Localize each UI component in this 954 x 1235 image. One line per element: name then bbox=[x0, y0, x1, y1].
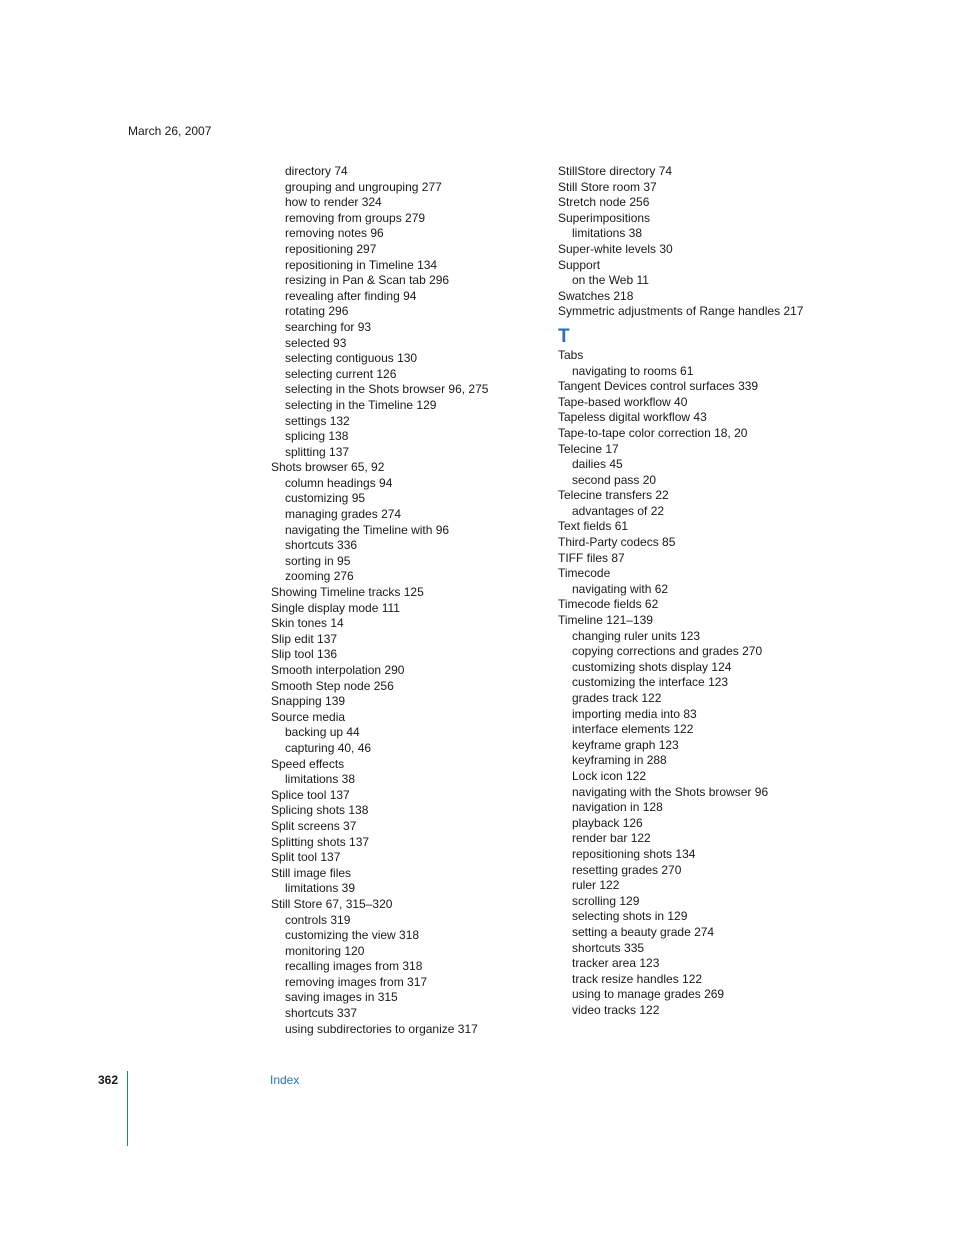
index-column-right bbox=[558, 164, 848, 1018]
index-subentry: how to render 324 bbox=[285, 195, 382, 210]
index-entry: Still Store 67, 315–320 bbox=[271, 896, 393, 911]
index-entry: Slip edit 137 bbox=[271, 631, 338, 646]
index-subentry: navigation in 128 bbox=[572, 800, 663, 815]
index-entry: Telecine 17 bbox=[558, 441, 619, 456]
index-entry: Smooth interpolation 290 bbox=[271, 663, 405, 677]
index-subentry: removing images from 317 bbox=[285, 974, 428, 989]
index-subentry: video tracks 122 bbox=[572, 1002, 660, 1017]
index-subentry: searching for 93 bbox=[285, 319, 372, 334]
index-entry: Still Store room 37 bbox=[558, 179, 657, 194]
index-subentry: using to manage grades 269 bbox=[572, 987, 725, 1002]
header-date: March 26, 2007 bbox=[128, 124, 212, 138]
index-subentry: grades track 122 bbox=[572, 691, 662, 705]
index-entry: Telecine transfers 22 bbox=[558, 488, 669, 503]
index-subentry: selecting current 126 bbox=[285, 366, 397, 381]
index-entry: Third-Party codecs 85 bbox=[558, 535, 676, 550]
index-subentry: managing grades 274 bbox=[285, 507, 402, 522]
index-subentry: limitations 38 bbox=[572, 226, 643, 241]
index-entry: Splice tool 137 bbox=[271, 787, 350, 802]
index-letter-heading: T bbox=[558, 325, 570, 347]
index-subentry: customizing 95 bbox=[285, 491, 366, 506]
index-column-left bbox=[271, 164, 531, 1037]
index-subentry: ruler 122 bbox=[572, 878, 620, 893]
index-subentry: resizing in Pan & Scan tab 296 bbox=[285, 273, 450, 288]
index-subentry: removing notes 96 bbox=[285, 226, 384, 241]
index-subentry: shortcuts 335 bbox=[572, 940, 645, 955]
index-subentry: revealing after finding 94 bbox=[285, 288, 417, 303]
index-subentry: resetting grades 270 bbox=[572, 862, 682, 877]
index-subentry: tracker area 123 bbox=[572, 956, 660, 971]
index-subentry: selecting in the Shots browser 96, 275 bbox=[285, 382, 489, 397]
index-entry: Tape-to-tape color correction 18, 20 bbox=[558, 425, 748, 440]
index-subentry: repositioning shots 134 bbox=[572, 846, 696, 861]
index-subentry: capturing 40, 46 bbox=[285, 740, 372, 755]
index-entry: Single display mode 111 bbox=[271, 600, 400, 615]
index-entry: Speed effects bbox=[271, 756, 345, 771]
index-entry: Tape-based workflow 40 bbox=[558, 394, 688, 409]
index-entry: Tabs bbox=[558, 347, 584, 362]
index-subentry: setting a beauty grade 274 bbox=[572, 924, 715, 939]
index-subentry: customizing the interface 123 bbox=[572, 675, 729, 690]
index-subentry: dailies 45 bbox=[572, 457, 623, 472]
index-subentry: track resize handles 122 bbox=[572, 971, 703, 986]
index-subentry: on the Web 11 bbox=[572, 273, 649, 288]
index-entry: Text fields 61 bbox=[558, 519, 629, 534]
index-entry: Support bbox=[558, 257, 601, 272]
index-subentry: shortcuts 337 bbox=[285, 1006, 358, 1021]
index-subentry: importing media into 83 bbox=[572, 706, 697, 721]
index-subentry: monitoring 120 bbox=[285, 943, 365, 958]
index-subentry: second pass 20 bbox=[572, 472, 657, 487]
index-entry: Symmetric adjustments of Range handles 217 bbox=[558, 304, 804, 319]
index-entry: Timeline 121–139 bbox=[558, 613, 653, 628]
index-entry: Slip tool 136 bbox=[271, 647, 338, 662]
index-entry: Super-white levels 30 bbox=[558, 241, 673, 256]
index-entry: Swatches 218 bbox=[558, 288, 634, 303]
index-subentry: repositioning in Timeline 134 bbox=[285, 257, 438, 272]
index-subentry: repositioning 297 bbox=[285, 241, 377, 256]
index-subentry: selected 93 bbox=[285, 335, 347, 350]
index-subentry: render bar 122 bbox=[572, 831, 651, 846]
footer-section-title: Index bbox=[270, 1073, 300, 1087]
index-subentry: removing from groups 279 bbox=[285, 210, 426, 225]
index-entry: Timecode fields 62 bbox=[558, 597, 659, 612]
index-subentry: column headings 94 bbox=[285, 475, 393, 490]
index-subentry: limitations 38 bbox=[285, 772, 356, 787]
index-entry: Snapping 139 bbox=[271, 694, 346, 709]
index-entry: Stretch node 256 bbox=[558, 195, 650, 210]
index-subentry: limitations 39 bbox=[285, 881, 356, 896]
index-subentry: customizing the view 318 bbox=[285, 928, 420, 943]
index-subentry: selecting shots in 129 bbox=[572, 909, 688, 924]
index-entry: Splicing shots 138 bbox=[271, 803, 369, 818]
index-subentry: navigating with 62 bbox=[572, 581, 669, 596]
index-entry: Superimpositions bbox=[558, 210, 651, 225]
index-entry: TIFF files 87 bbox=[558, 550, 625, 565]
index-entry: Smooth Step node 256 bbox=[271, 678, 394, 693]
index-subentry: backing up 44 bbox=[285, 725, 360, 740]
index-entry: Skin tones 14 bbox=[271, 616, 344, 631]
index-subentry: keyframe graph 123 bbox=[572, 737, 679, 752]
index-subentry: selecting in the Timeline 129 bbox=[285, 397, 437, 412]
index-subentry: scrolling 129 bbox=[572, 893, 640, 908]
index-subentry: using subdirectories to organize 317 bbox=[285, 1021, 478, 1036]
index-subentry: navigating with the Shots browser 96 bbox=[572, 784, 769, 799]
index-subentry: advantages of 22 bbox=[572, 503, 665, 518]
index-subentry: navigating the Timeline with 96 bbox=[285, 522, 450, 537]
index-subentry: changing ruler units 123 bbox=[572, 628, 701, 643]
index-subentry: customizing shots display 124 bbox=[572, 659, 732, 674]
index-entry: Splitting shots 137 bbox=[271, 834, 370, 849]
index-subentry: Lock icon 122 bbox=[572, 768, 647, 783]
index-entry: Still image files bbox=[271, 865, 352, 880]
index-subentry: interface elements 122 bbox=[572, 722, 694, 737]
index-entry: Showing Timeline tracks 125 bbox=[271, 585, 424, 600]
index-subentry: sorting in 95 bbox=[285, 553, 351, 568]
index-entry: Source media bbox=[271, 709, 346, 724]
index-subentry: settings 132 bbox=[285, 413, 350, 428]
index-subentry: grouping and ungrouping 277 bbox=[285, 179, 442, 194]
index-subentry: copying corrections and grades 270 bbox=[572, 644, 763, 659]
index-subentry: directory 74 bbox=[285, 164, 348, 178]
footer-divider bbox=[127, 1071, 128, 1146]
index-subentry: zooming 276 bbox=[285, 569, 354, 584]
index-entry: Shots browser 65, 92 bbox=[271, 460, 385, 475]
index-entry: Split tool 137 bbox=[271, 850, 341, 865]
index-entry: Tapeless digital workflow 43 bbox=[558, 410, 707, 425]
index-subentry: saving images in 315 bbox=[285, 990, 398, 1005]
index-subentry: navigating to rooms 61 bbox=[572, 363, 694, 378]
index-subentry: controls 319 bbox=[285, 912, 351, 927]
page-number: 362 bbox=[98, 1073, 119, 1087]
index-subentry: rotating 296 bbox=[285, 304, 349, 319]
index-subentry: playback 126 bbox=[572, 815, 643, 830]
index-entry: Tangent Devices control surfaces 339 bbox=[558, 379, 759, 394]
index-subentry: recalling images from 318 bbox=[285, 959, 423, 974]
index-subentry: selecting contiguous 130 bbox=[285, 351, 418, 366]
index-subentry: shortcuts 336 bbox=[285, 538, 358, 553]
index-entry: StillStore directory 74 bbox=[558, 164, 673, 178]
index-subentry: splitting 137 bbox=[285, 444, 350, 459]
index-entry: Split screens 37 bbox=[271, 818, 357, 833]
index-subentry: keyframing in 288 bbox=[572, 753, 667, 768]
index-entry: Timecode bbox=[558, 566, 611, 581]
index-subentry: splicing 138 bbox=[285, 429, 349, 444]
